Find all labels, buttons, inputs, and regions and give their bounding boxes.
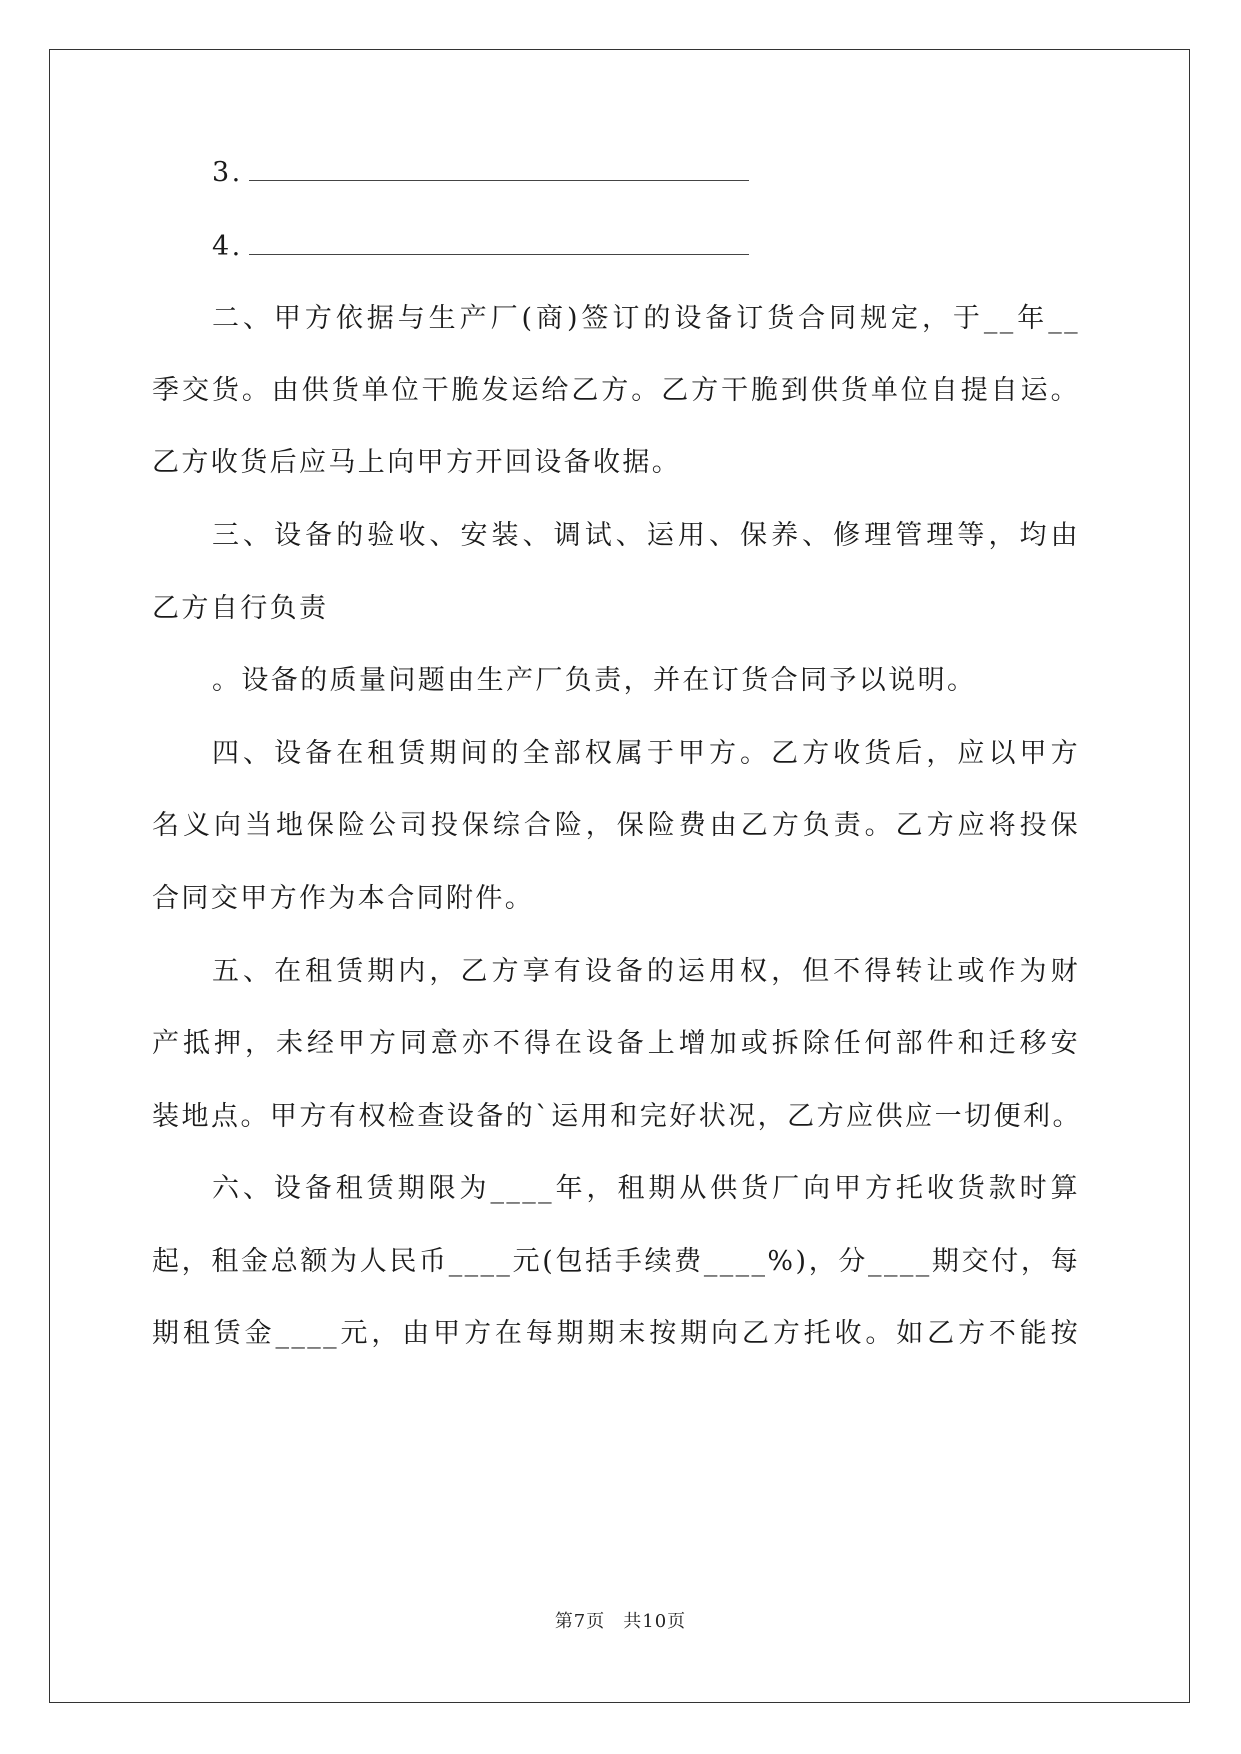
clause-6-line-2: 起，租金总额为人民币____元(包括手续费____%)，分____期交付，每 — [152, 1246, 1080, 1277]
clause-2-line-1: 二、甲方依据与生产厂(商)签订的设备订货合同规定，于__年__ — [212, 303, 1080, 334]
list-item-number: 3. — [212, 157, 243, 188]
clause-4-line-2: 名义向当地保险公司投保综合险，保险费由乙方负责。乙方应将投保 — [152, 810, 1080, 841]
clause-4-line-1: 四、设备在租赁期间的全部权属于甲方。乙方收货后，应以甲方 — [212, 738, 1080, 769]
clause-6-line-3: 期租赁金____元，由甲方在每期期末按期向乙方托收。如乙方不能按 — [152, 1318, 1080, 1349]
list-item-number: 4. — [212, 231, 243, 262]
fill-in-blank — [249, 152, 749, 181]
clause-5-line-3: 装地点。甲方有权检查设备的`运用和完好状况，乙方应供应一切便利。 — [152, 1101, 1080, 1132]
clause-3-line-2: 乙方自行负责 — [152, 593, 329, 624]
list-item-3 — [212, 152, 749, 192]
total-pages: 共10页 — [623, 1611, 687, 1632]
clause-5-line-1: 五、在租赁期内，乙方享有设备的运用权，但不得转让或作为财 — [212, 956, 1080, 987]
page-border — [49, 49, 1190, 1703]
clause-5-line-2: 产抵押，未经甲方同意亦不得在设备上增加或拆除任何部件和迁移安 — [152, 1028, 1080, 1059]
page-footer — [0, 1607, 1241, 1633]
clause-6-line-1: 六、设备租赁期限为____年，租期从供货厂向甲方托收货款时算 — [212, 1173, 1080, 1204]
clause-2-line-3: 乙方收货后应马上向甲方开回设备收据。 — [152, 447, 682, 478]
clause-2-line-2: 季交货。由供货单位干脆发运给乙方。乙方干脆到供货单位自提自运。 — [152, 375, 1080, 406]
current-page-number: 第7页 — [554, 1611, 606, 1632]
list-item-4 — [212, 226, 749, 266]
clause-3-line-3: 。设备的质量问题由生产厂负责，并在订货合同予以说明。 — [212, 665, 977, 696]
fill-in-blank — [249, 226, 749, 255]
clause-4-line-3: 合同交甲方作为本合同附件。 — [152, 883, 535, 914]
clause-3-line-1: 三、设备的验收、安装、调试、运用、保养、修理管理等，均由 — [212, 520, 1080, 551]
